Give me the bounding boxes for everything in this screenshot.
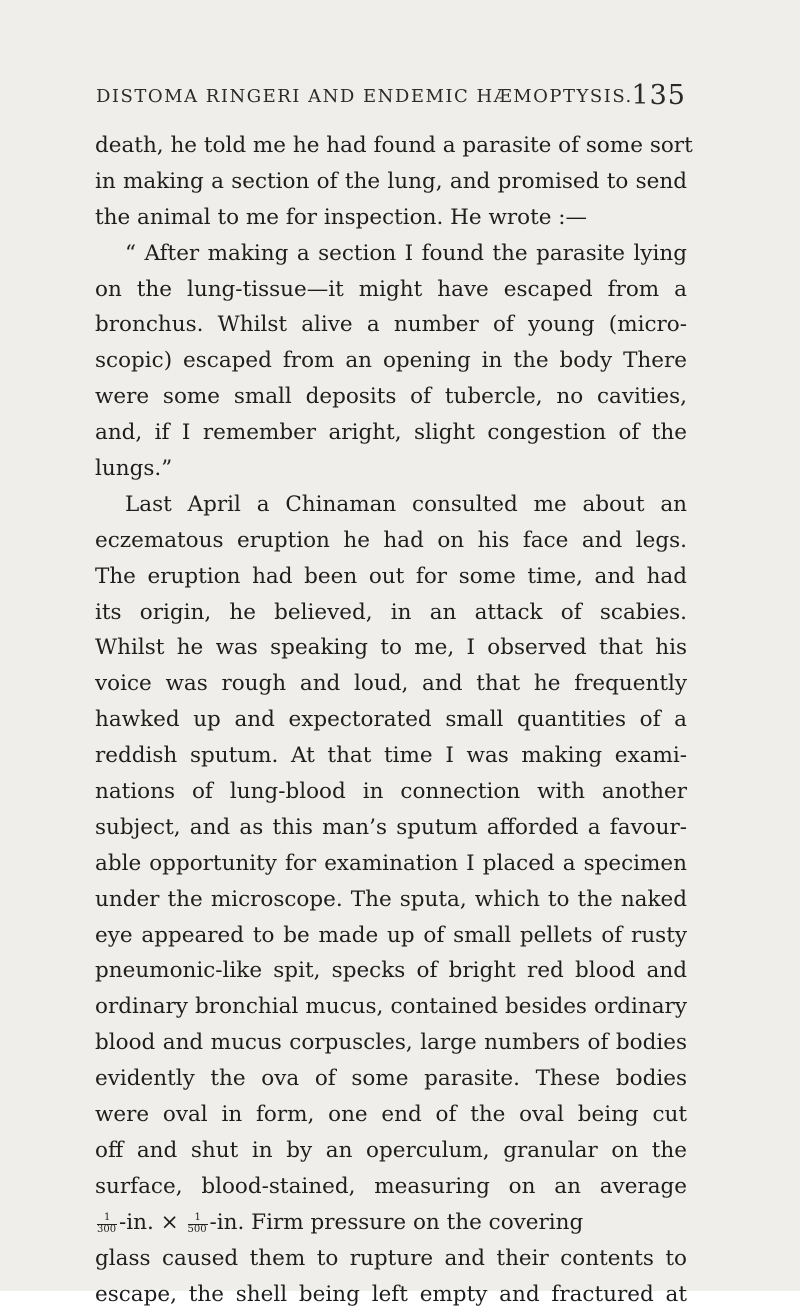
fraction-denominator: 500 bbox=[188, 1225, 207, 1235]
text-line: on the lung-tissue—it might have escaped from a bbox=[95, 272, 687, 308]
body-text bbox=[95, 128, 687, 1312]
text-line: The eruption had been out for some time, and had bbox=[95, 559, 687, 595]
text-line: “ After making a section I found the parasite lying bbox=[95, 236, 687, 272]
text-line: scopic) escaped from an opening in the body There bbox=[95, 343, 687, 379]
fraction-one-three-hundredth bbox=[95, 1213, 119, 1235]
text-line: bronchus. Whilst alive a number of young (micro- bbox=[95, 307, 687, 343]
text-line: eczematous eruption he had on his face and legs. bbox=[95, 523, 687, 559]
text-line: the animal to me for inspection. He wrote :— bbox=[95, 200, 687, 236]
page-header bbox=[96, 80, 686, 120]
text-line: glass caused them to rupture and their contents to bbox=[95, 1241, 687, 1277]
text-line: escape, the shell being left empty and fractured at bbox=[95, 1277, 687, 1312]
text-line: lungs.” bbox=[95, 451, 687, 487]
text-line: surface, blood-stained, measuring on an average bbox=[95, 1169, 687, 1205]
text-line: pneumonic-like spit, specks of bright red blood and bbox=[95, 953, 687, 989]
text-line: subject, and as this man’s sputum afforded a favour- bbox=[95, 810, 687, 846]
text-line: Last April a Chinaman consulted me about an bbox=[95, 487, 687, 523]
text-line: were oval in form, one end of the oval being cut bbox=[95, 1097, 687, 1133]
text-line: Whilst he was speaking to me, I observed that his bbox=[95, 630, 687, 666]
measurement-text: -in. × bbox=[119, 1210, 186, 1235]
text-line: evidently the ova of some parasite. These bodies bbox=[95, 1061, 687, 1097]
text-line: in making a section of the lung, and promised to send bbox=[95, 164, 687, 200]
fraction-denominator: 300 bbox=[97, 1225, 116, 1235]
text-line: nations of lung-blood in connection with another bbox=[95, 774, 687, 810]
text-line: voice was rough and loud, and that he frequently bbox=[95, 666, 687, 702]
text-line: able opportunity for examination I placed a specimen bbox=[95, 846, 687, 882]
text-line: eye appeared to be made up of small pellets of rusty bbox=[95, 918, 687, 954]
text-line: and, if I remember aright, slight congestion of the bbox=[95, 415, 687, 451]
text-line: blood and mucus corpuscles, large numbers of bodies bbox=[95, 1025, 687, 1061]
fraction-numerator: 1 bbox=[195, 1213, 201, 1223]
text-line: under the microscope. The sputa, which to the naked bbox=[95, 882, 687, 918]
text-line: reddish sputum. At that time I was making exami- bbox=[95, 738, 687, 774]
text-line: off and shut in by an operculum, granular on the bbox=[95, 1133, 687, 1169]
measurement-line bbox=[95, 1205, 687, 1241]
text-line: hawked up and expectorated small quantities of a bbox=[95, 702, 687, 738]
running-head: DISTOMA RINGERI AND ENDEMIC HÆMOPTYSIS. bbox=[96, 86, 633, 107]
text-line: were some small deposits of tubercle, no cavities, bbox=[95, 379, 687, 415]
measurement-text: -in. Firm pressure on the covering bbox=[210, 1210, 584, 1235]
fraction-numerator: 1 bbox=[104, 1213, 110, 1223]
fraction-one-five-hundredth bbox=[186, 1213, 210, 1235]
text-line: ordinary bronchial mucus, contained besides ordinary bbox=[95, 989, 687, 1025]
text-line: its origin, he believed, in an attack of scabies. bbox=[95, 595, 687, 631]
text-line: death, he told me he had found a parasite of some sort bbox=[95, 128, 687, 164]
page-number: 135 bbox=[631, 80, 686, 111]
